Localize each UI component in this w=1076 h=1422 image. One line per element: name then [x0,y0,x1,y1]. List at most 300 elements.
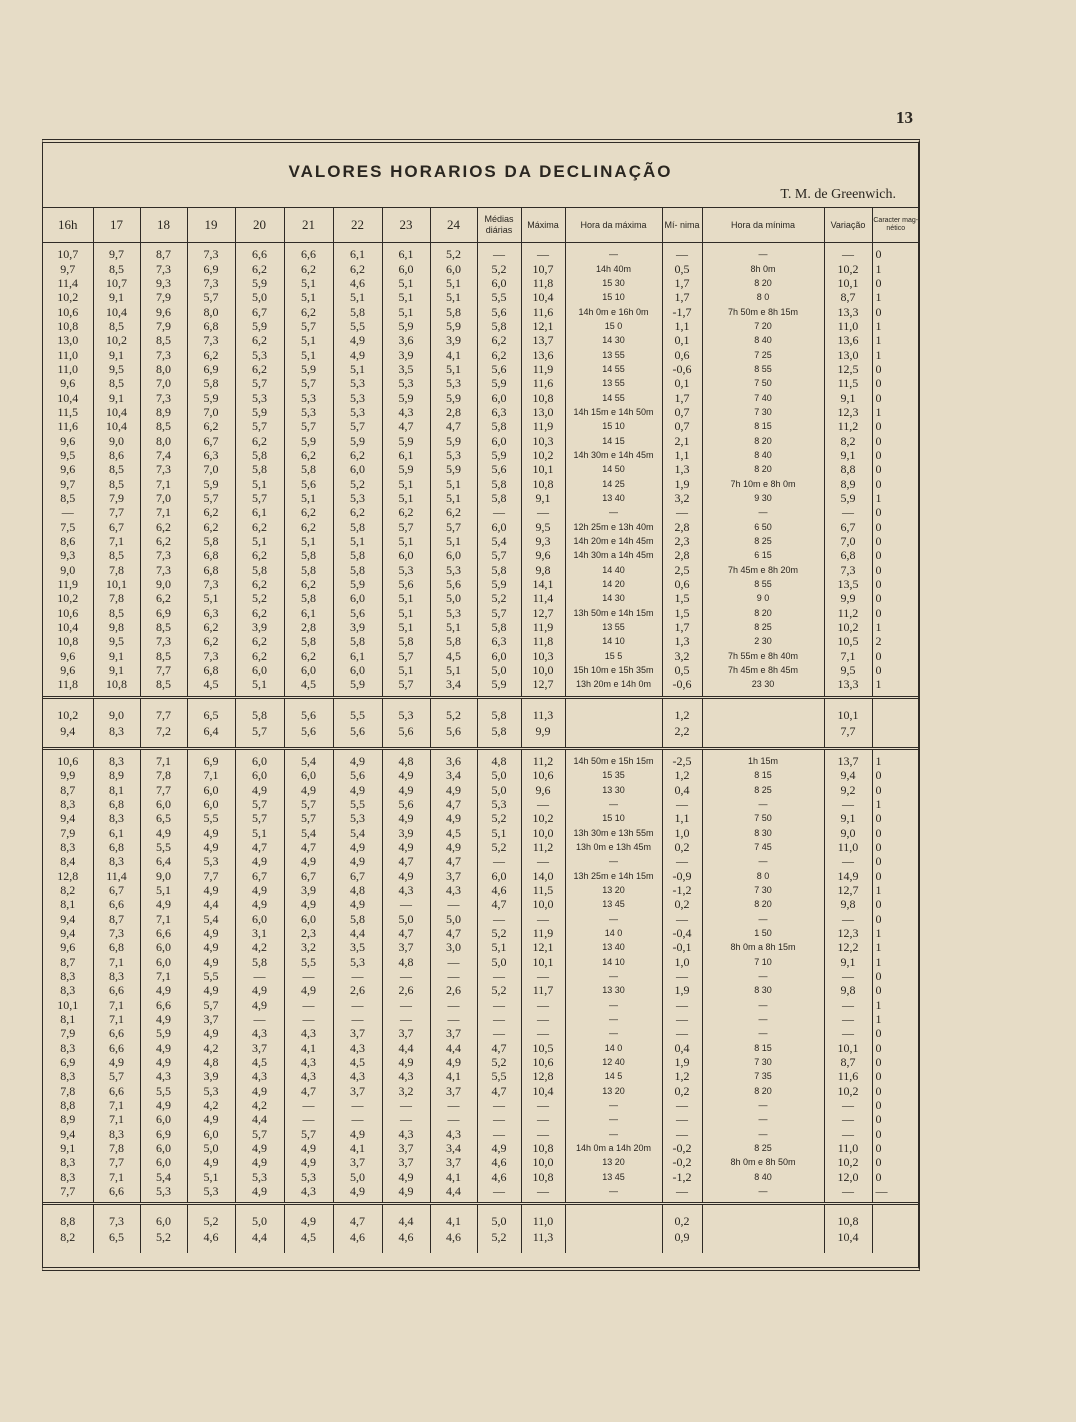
table-cell: 13 30 [565,983,662,997]
table-cell: 6,0 [333,462,382,476]
table-cell: 1 [872,333,919,347]
table-cell: 4,9 [382,768,430,782]
table-cell: 7,7 [60,1184,76,1199]
table-cell: 3,7 [382,1155,430,1169]
table-cell: 6,1 [333,649,382,663]
table-cell: 11,0 [57,361,79,376]
table-cell: 8 25 [702,620,824,634]
table-cell: 9,8 [93,620,140,634]
table-cell: 4,6 [477,1170,521,1184]
table-cell: 4,9 [187,1112,235,1126]
table-cell: 5,8 [235,462,284,476]
table-cell: 8,8 [60,1098,76,1113]
table-cell: 5,6 [430,577,477,591]
table-cell: — [702,1127,824,1141]
table-cell: 6,1 [382,448,430,462]
table-cell: 8,3 [60,796,76,811]
table-cell: 8,5 [93,376,140,390]
table-cell: 5,0 [187,1141,235,1155]
table-cell: 4,1 [430,1204,477,1230]
table-cell: 5,9 [235,319,284,333]
table-cell: — [521,1112,565,1126]
table-cell: 10,8 [521,390,565,404]
table-cell: 4,3 [284,1069,333,1083]
table-cell: 4,7 [477,897,521,911]
table-cell: 7,3 [140,347,187,361]
table-cell: 4,9 [284,983,333,997]
table-cell: 6,0 [187,782,235,796]
table-cell: 8 40 [702,448,824,462]
table-cell: 6,2 [284,649,333,663]
table-cell: 8,3 [60,968,76,983]
table-cell: 3,7 [430,1026,477,1040]
table-cell: 5,4 [333,825,382,839]
table-cell: 6,7 [284,868,333,882]
table-cell: 8 30 [702,825,824,839]
table-cell: 5,1 [382,304,430,318]
table-cell: 4,9 [284,897,333,911]
table-cell: — [382,969,430,983]
table-row [43,606,919,620]
table-cell: 7,1 [93,998,140,1012]
table-cell: 14 0 [565,1041,662,1055]
table-cell: 6,9 [187,748,235,768]
table-cell: 11,6 [57,419,79,434]
table-cell: 6,4 [187,723,235,749]
table-cell: 6,8 [93,840,140,854]
table-cell: 5,3 [235,347,284,361]
table-cell: 13 30 [565,782,662,796]
table-row [43,782,919,796]
table-row [43,926,919,940]
table-cell: 5,8 [333,548,382,562]
table-cell: 9,1 [824,954,872,968]
table-row [43,548,919,562]
table-cell: — [430,1098,477,1112]
table-cell: 5,7 [284,1127,333,1141]
table-cell: 6,0 [235,663,284,677]
table-cell: 5,9 [187,477,235,491]
table-cell: — [477,998,521,1012]
table-cell: — [872,1184,919,1204]
table-cell: — [824,505,872,519]
table-cell: 8 20 [702,433,824,447]
table-cell: 4,9 [430,1055,477,1069]
table-cell [565,723,662,749]
table-cell: 5,3 [187,1084,235,1098]
table-cell: 0 [872,854,919,868]
table-cell: 5,7 [284,811,333,825]
column-header: Hora da máxima [565,208,662,243]
table-cell: 5,3 [430,606,477,620]
table-cell: 7,2 [140,723,187,749]
table-cell: 0 [872,304,919,318]
table-cell: 1,9 [662,983,702,997]
table-cell: 7,0 [187,405,235,419]
table-cell: 14,0 [521,868,565,882]
table-cell: 6,6 [93,1184,140,1204]
table-cell: — [662,797,702,811]
table-cell: 0 [872,419,919,433]
table-cell: 13,5 [824,577,872,591]
table-cell: 8,5 [60,491,76,506]
table-cell: 9,7 [60,476,76,491]
summary-block [43,697,919,748]
table-cell: 5,7 [235,723,284,749]
table-cell: 5,1 [333,362,382,376]
table-cell: 4,4 [382,1204,430,1230]
table-cell: 6,8 [187,548,235,562]
table-cell: 5,9 [477,376,521,390]
table-cell: 12,7 [521,606,565,620]
table-cell: 7,7 [187,868,235,882]
table-cell: 1 [872,405,919,419]
table-cell: — [333,1112,382,1126]
table-cell: 11,0 [824,319,872,333]
table-cell: 9,5 [521,520,565,534]
table-cell: — [662,998,702,1012]
table-cell: 9,4 [60,1126,76,1141]
table-cell: 9,6 [60,433,76,448]
table-cell: 4,7 [430,419,477,433]
table-cell: 3,7 [235,1041,284,1055]
table-cell: 5,6 [477,304,521,318]
table-row [43,811,919,825]
table-cell: 3,4 [430,677,477,697]
table-cell: 4,9 [187,926,235,940]
table-cell: 4,1 [430,1069,477,1083]
table-cell: 5,6 [477,462,521,476]
table-cell: 5,1 [477,825,521,839]
table-cell: 11,9 [521,362,565,376]
table-row [43,797,919,811]
table-cell: 4,2 [187,1041,235,1055]
table-cell: 6,2 [187,620,235,634]
table-cell: 0,6 [662,347,702,361]
table-cell: 12,7 [521,677,565,697]
table-cell: 4,9 [93,1055,140,1069]
table-row [43,1155,919,1169]
table-cell: — [824,998,872,1012]
table-cell: 5,6 [284,477,333,491]
table-cell: 7,7 [140,697,187,723]
table-cell: — [521,1012,565,1026]
table-cell: 4,8 [477,748,521,768]
table-cell: 8,0 [140,362,187,376]
table-cell: 4,4 [430,1184,477,1204]
table-cell: 4,3 [235,1069,284,1083]
table-cell: 3,5 [382,362,430,376]
table-cell: 1,5 [662,606,702,620]
table-cell: 7h 55m e 8h 40m [702,649,824,663]
table-cell: — [477,1112,521,1126]
table-cell: 6,3 [477,405,521,419]
table-cell: 5,7 [235,797,284,811]
table-cell: -0,6 [662,677,702,697]
table-cell: 5,3 [333,405,382,419]
table-cell: 7 40 [702,390,824,404]
page-title: VALORES HORARIOS DA DECLINAÇÃO [288,162,673,181]
table-cell: 1 [872,940,919,954]
table-cell: 1 [872,319,919,333]
table-cell: 6,0 [140,1112,187,1126]
table-cell: 9,3 [521,534,565,548]
table-cell: 11,3 [521,1229,565,1253]
table-cell: 5,6 [382,723,430,749]
table-cell: 5,9 [235,405,284,419]
table-cell: 4,3 [382,1069,430,1083]
table-cell: 5,8 [284,548,333,562]
table-cell: 6,2 [284,261,333,275]
table-cell: — [382,1112,430,1126]
table-cell: 13,3 [824,677,872,697]
table-cell: 15 5 [565,649,662,663]
table-cell: — [477,243,521,262]
table-cell: 7,1 [140,748,187,768]
table-cell: 6,2 [140,534,187,548]
table-cell: 4,4 [235,1112,284,1126]
table-cell: 4,7 [235,840,284,854]
table-cell: 0,5 [662,261,702,275]
table-cell: 0 [872,1155,919,1169]
table-cell [565,1204,662,1230]
table-cell: 0 [872,911,919,925]
table-cell: 8,3 [60,1155,76,1170]
table-cell: 11,0 [824,1141,872,1155]
table-cell: 5,0 [235,1204,284,1230]
table-row [43,1127,919,1141]
table-cell: — [565,1012,662,1026]
table-cell: 15h 10m e 15h 35m [565,663,662,677]
table-cell: 8 20 [702,462,824,476]
table-cell: 8,9 [824,477,872,491]
table-cell: 7,3 [824,563,872,577]
table-cell: 14 10 [565,634,662,648]
table-cell: — [824,797,872,811]
table-cell: 11,9 [57,577,79,592]
table-cell: 11,8 [521,276,565,290]
table-cell: 9,9 [60,768,76,783]
table-cell: 8 30 [702,983,824,997]
table-cell: 3,2 [284,940,333,954]
table-cell: 0 [872,1069,919,1083]
table-cell: 3,7 [430,868,477,882]
table-cell: 5,4 [284,748,333,768]
table-cell: 5,2 [430,243,477,262]
table-cell: 5,4 [477,534,521,548]
table-cell: 8,3 [93,854,140,868]
table-cell: 11,5 [57,404,79,419]
table-cell: 4,9 [333,1127,382,1141]
table-cell: — [824,1012,872,1026]
table-cell: 0 [872,768,919,782]
table-cell: 6,0 [333,663,382,677]
table-cell: — [702,505,824,519]
table-cell: — [430,897,477,911]
table-cell: 1 [872,261,919,275]
table-cell: — [702,969,824,983]
table-cell: 5,2 [235,591,284,605]
table-cell: 7,1 [140,969,187,983]
table-cell: 14h 30m a 14h 45m [565,548,662,562]
table-cell: 4,3 [235,1026,284,1040]
table-cell: 3,9 [235,620,284,634]
table-cell: 1,3 [662,462,702,476]
table-cell: 10,1 [521,462,565,476]
table-cell: 5,5 [140,1084,187,1098]
table-cell: 6,6 [140,926,187,940]
table-cell: 4,6 [477,883,521,897]
table-cell: 7,8 [60,1083,76,1098]
table-cell: 9,6 [60,940,76,955]
summary-row [43,1229,919,1253]
table-cell: — [662,1026,702,1040]
table-cell: 5,8 [382,634,430,648]
table-cell: 1,7 [662,620,702,634]
table-cell: 14h 0m e 16h 0m [565,304,662,318]
table-cell: 6,0 [235,768,284,782]
table-cell: 5,7 [333,419,382,433]
table-row [43,304,919,318]
table-cell: 15 30 [565,276,662,290]
table-cell: 10,6 [521,1055,565,1069]
table-cell: 7,8 [140,768,187,782]
table-cell: 0 [872,376,919,390]
table-cell: 11,9 [521,419,565,433]
time-reference: T. M. de Greenwich. [780,187,896,202]
table-cell: 3,9 [382,347,430,361]
table-cell: 5,2 [477,1055,521,1069]
table-cell: 6,9 [60,1055,76,1070]
table-cell: 2,8 [662,520,702,534]
table-cell: 8,7 [824,1055,872,1069]
table-cell: 5,3 [187,854,235,868]
table-cell: 14 25 [565,477,662,491]
table-cell: 5,6 [382,577,430,591]
table-cell: 8,4 [60,854,76,869]
table-row [43,290,919,304]
summary-row [43,697,919,723]
table-row [43,505,919,519]
table-cell: 5,7 [187,290,235,304]
table-cell: 7,3 [140,548,187,562]
table-cell: 2,6 [382,983,430,997]
table-cell: 6,6 [235,243,284,262]
table-cell: 5,6 [477,362,521,376]
table-cell: 7,7 [93,505,140,519]
table-cell: — [565,1127,662,1141]
table-cell: 10,3 [521,433,565,447]
table-cell: 7,1 [140,477,187,491]
table-cell: 9,4 [60,811,76,826]
table-cell: 4,9 [382,868,430,882]
table-cell: 8,5 [140,649,187,663]
table-cell: 9,7 [60,261,76,276]
column-header: 18 [140,208,187,243]
table-cell: 12,2 [824,940,872,954]
table-cell: 1 [872,954,919,968]
table-cell: 1 [872,677,919,697]
table-cell: 5,9 [333,433,382,447]
table-cell: 10,2 [57,290,79,305]
table-cell: 4,6 [477,1155,521,1169]
table-cell: — [521,505,565,519]
table-cell: 3,7 [333,1084,382,1098]
table-cell: 6,6 [93,1084,140,1098]
table-cell: 4,7 [430,797,477,811]
table-cell: 6,2 [187,347,235,361]
table-cell: 1 [872,926,919,940]
table-cell: 4,4 [333,926,382,940]
table-cell: 4,3 [333,1069,382,1083]
table-cell: 1 [872,491,919,505]
table-cell: 5,9 [430,433,477,447]
table-cell: — [333,1012,382,1026]
table-cell: — [702,1098,824,1112]
table-cell: 10,4 [57,390,79,405]
table-cell: — [662,1112,702,1126]
table-cell: 8,2 [60,882,76,897]
table-cell: 14h 50m e 15h 15m [565,748,662,768]
table-cell: — [333,969,382,983]
table-cell: 10,1 [824,276,872,290]
table-cell: 4,9 [430,811,477,825]
table-cell: 4,4 [382,1041,430,1055]
table-cell: 9,1 [93,649,140,663]
table-cell: 5,8 [187,376,235,390]
table-cell: 4,9 [140,1012,187,1026]
table-cell: 5,1 [333,534,382,548]
table-cell: 10,8 [93,677,140,697]
table-cell: 14 50 [565,462,662,476]
table-cell: 7 25 [702,347,824,361]
table-cell: 7,3 [140,390,187,404]
table-cell [702,1204,824,1230]
table-cell: 6,7 [93,520,140,534]
column-header: Caracter mag- nético [872,208,919,243]
table-cell: 13 45 [565,897,662,911]
table-cell: 8,1 [93,782,140,796]
table-cell: 10,5 [824,634,872,648]
table-row [43,319,919,333]
table-cell: 4,9 [140,1055,187,1069]
table-cell: 2,6 [333,983,382,997]
table-cell: 11,5 [521,883,565,897]
table-cell: 13 55 [565,620,662,634]
table-cell: 0 [872,362,919,376]
table-cell: 9 0 [702,591,824,605]
table-cell: 5,6 [333,606,382,620]
table-cell: 5,7 [187,491,235,505]
table-cell: 8,5 [140,620,187,634]
table-row [43,520,919,534]
table-cell: 3,7 [382,940,430,954]
table-cell: 6,8 [187,563,235,577]
table-cell: 1 [872,1012,919,1026]
table-cell: 10,6 [57,753,79,768]
table-cell: 7,3 [187,333,235,347]
table-row [43,768,919,782]
table-cell: 6,6 [140,998,187,1012]
summary-row [43,1204,919,1230]
table-cell: 6,1 [93,825,140,839]
table-cell: 9,1 [824,390,872,404]
table-cell: 5,6 [284,723,333,749]
table-cell: 4,8 [382,954,430,968]
table-row [43,1098,919,1112]
table-row [43,347,919,361]
table-cell: — [477,505,521,519]
